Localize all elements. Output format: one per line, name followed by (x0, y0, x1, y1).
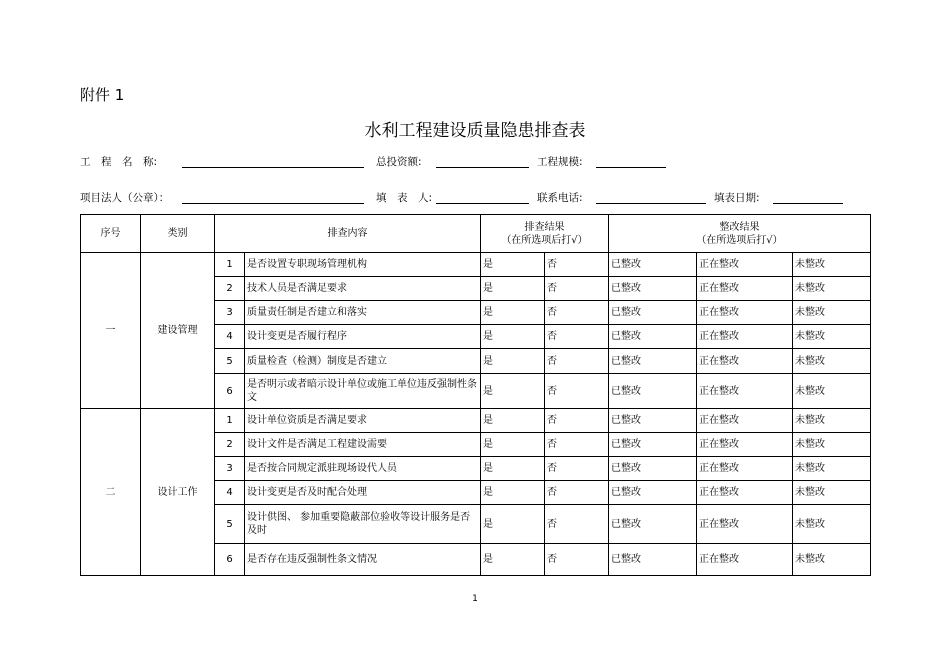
option-rectified[interactable]: 已整改 (609, 481, 697, 505)
option-no[interactable]: 否 (545, 505, 609, 544)
item-number: 4 (215, 481, 245, 505)
item-content: 设计变更是否及时配合处理 (245, 481, 481, 505)
option-yes[interactable]: 是 (481, 457, 545, 481)
option-rectifying[interactable]: 正在整改 (697, 301, 793, 325)
item-content: 质量检查（检测）制度是否建立 (245, 349, 481, 374)
option-rectifying[interactable]: 正在整改 (697, 349, 793, 374)
option-not-rectified[interactable]: 未整改 (793, 253, 871, 277)
item-number: 6 (215, 374, 245, 409)
option-rectifying[interactable]: 正在整改 (697, 457, 793, 481)
item-number: 1 (215, 409, 245, 433)
option-yes[interactable]: 是 (481, 481, 545, 505)
option-not-rectified[interactable]: 未整改 (793, 433, 871, 457)
option-no[interactable]: 否 (545, 544, 609, 576)
attachment-label: 附件 1 (80, 86, 125, 104)
scale-field[interactable] (596, 167, 666, 168)
table-header-row (81, 215, 871, 253)
investment-field[interactable] (436, 167, 529, 168)
option-no[interactable]: 否 (545, 349, 609, 374)
option-no[interactable]: 否 (545, 277, 609, 301)
option-rectified[interactable]: 已整改 (609, 301, 697, 325)
check-result-title: 排查结果 (524, 221, 565, 233)
option-rectifying[interactable]: 正在整改 (697, 433, 793, 457)
option-not-rectified[interactable]: 未整改 (793, 409, 871, 433)
page-title: 水利工程建设质量隐患排查表 (364, 121, 586, 141)
item-number: 6 (215, 544, 245, 576)
option-no[interactable]: 否 (545, 253, 609, 277)
header-check-result (481, 215, 609, 253)
option-no[interactable]: 否 (545, 374, 609, 409)
item-number: 5 (215, 349, 245, 374)
option-yes[interactable]: 是 (481, 349, 545, 374)
option-rectified[interactable]: 已整改 (609, 505, 697, 544)
table-row (81, 253, 871, 277)
item-number: 1 (215, 253, 245, 277)
phone-field[interactable] (596, 203, 706, 204)
inspection-table (80, 214, 871, 576)
date-field[interactable] (773, 203, 843, 204)
item-number: 3 (215, 457, 245, 481)
project-name-field[interactable] (182, 167, 364, 168)
option-no[interactable]: 否 (545, 325, 609, 349)
option-no[interactable]: 否 (545, 481, 609, 505)
option-not-rectified[interactable]: 未整改 (793, 277, 871, 301)
item-number: 2 (215, 277, 245, 301)
item-content: 设计文件是否满足工程建设需要 (245, 433, 481, 457)
option-rectified[interactable]: 已整改 (609, 457, 697, 481)
investment-label: 总投资额: (376, 156, 422, 168)
option-yes[interactable]: 是 (481, 505, 545, 544)
option-not-rectified[interactable]: 未整改 (793, 457, 871, 481)
group-seq: 一 (81, 253, 141, 409)
fix-result-note: （在所选项后打√） (696, 234, 783, 246)
header-seq: 序号 (81, 215, 141, 253)
option-rectifying[interactable]: 正在整改 (697, 374, 793, 409)
option-not-rectified[interactable]: 未整改 (793, 301, 871, 325)
option-rectifying[interactable]: 正在整改 (697, 409, 793, 433)
item-content: 设计单位资质是否满足要求 (245, 409, 481, 433)
item-number: 2 (215, 433, 245, 457)
filler-field[interactable] (436, 203, 529, 204)
option-rectified[interactable]: 已整改 (609, 544, 697, 576)
option-rectifying[interactable]: 正在整改 (697, 325, 793, 349)
item-content: 设计变更是否履行程序 (245, 325, 481, 349)
item-content: 质量责任制是否建立和落实 (245, 301, 481, 325)
option-yes[interactable]: 是 (481, 544, 545, 576)
item-number: 4 (215, 325, 245, 349)
item-content: 是否明示或者暗示设计单位或施工单位违反强制性条文 (245, 374, 481, 409)
option-yes[interactable]: 是 (481, 374, 545, 409)
option-rectifying[interactable]: 正在整改 (697, 253, 793, 277)
phone-label: 联系电话: (537, 192, 583, 204)
header-fix-result (609, 215, 871, 253)
option-rectified[interactable]: 已整改 (609, 277, 697, 301)
option-not-rectified[interactable]: 未整改 (793, 481, 871, 505)
table-row (81, 409, 871, 433)
item-content: 是否存在违反强制性条文情况 (245, 544, 481, 576)
option-not-rectified[interactable]: 未整改 (793, 325, 871, 349)
option-no[interactable]: 否 (545, 409, 609, 433)
option-rectified[interactable]: 已整改 (609, 433, 697, 457)
legal-person-label: 项目法人（公章）： (80, 192, 170, 204)
legal-person-field[interactable] (182, 203, 364, 204)
item-number: 5 (215, 505, 245, 544)
option-not-rectified[interactable]: 未整改 (793, 374, 871, 409)
option-rectified[interactable]: 已整改 (609, 409, 697, 433)
option-rectifying[interactable]: 正在整改 (697, 277, 793, 301)
page-number: 1 (472, 594, 478, 604)
option-yes[interactable]: 是 (481, 301, 545, 325)
option-no[interactable]: 否 (545, 457, 609, 481)
option-not-rectified[interactable]: 未整改 (793, 349, 871, 374)
option-not-rectified[interactable]: 未整改 (793, 544, 871, 576)
group-category: 设计工作 (141, 409, 215, 576)
option-yes[interactable]: 是 (481, 277, 545, 301)
item-content: 设计供图、 参加重要隐蔽部位验收等设计服务是否及时 (245, 505, 481, 544)
option-yes[interactable]: 是 (481, 253, 545, 277)
filler-label: 填 表 人: (376, 192, 433, 204)
option-rectifying[interactable]: 正在整改 (697, 505, 793, 544)
group-category: 建设管理 (141, 253, 215, 409)
item-content: 技术人员是否满足要求 (245, 277, 481, 301)
option-not-rectified[interactable]: 未整改 (793, 505, 871, 544)
scale-label: 工程规模: (537, 156, 583, 168)
date-label: 填表日期: (714, 192, 760, 204)
option-rectified[interactable]: 已整改 (609, 325, 697, 349)
option-rectifying[interactable]: 正在整改 (697, 544, 793, 576)
item-number: 3 (215, 301, 245, 325)
option-rectified[interactable]: 已整改 (609, 253, 697, 277)
option-no[interactable]: 否 (545, 433, 609, 457)
option-yes[interactable]: 是 (481, 433, 545, 457)
option-rectified[interactable]: 已整改 (609, 374, 697, 409)
item-content: 是否设置专职现场管理机构 (245, 253, 481, 277)
item-content: 是否按合同规定派驻现场设代人员 (245, 457, 481, 481)
option-rectified[interactable]: 已整改 (609, 349, 697, 374)
option-no[interactable]: 否 (545, 301, 609, 325)
option-yes[interactable]: 是 (481, 325, 545, 349)
header-content: 排查内容 (215, 215, 481, 253)
option-rectifying[interactable]: 正在整改 (697, 481, 793, 505)
group-seq: 二 (81, 409, 141, 576)
option-yes[interactable]: 是 (481, 409, 545, 433)
header-category: 类别 (141, 215, 215, 253)
check-result-note: （在所选项后打√） (501, 234, 588, 246)
project-name-label: 工 程 名 称: (80, 156, 158, 168)
fix-result-title: 整改结果 (719, 221, 760, 233)
